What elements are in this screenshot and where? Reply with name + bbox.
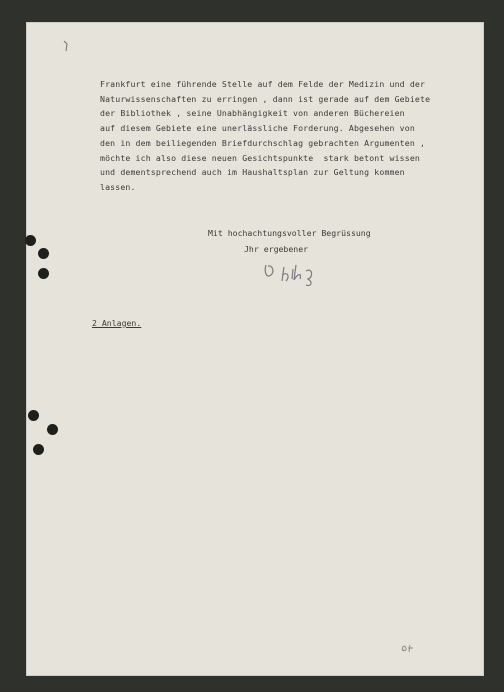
closing-greeting: Mit hochachtungsvoller Begrüssung (208, 228, 371, 238)
letter-line: Frankfurt eine führende Stelle auf dem Felde der Medizin und der (100, 79, 426, 89)
punch-hole (47, 424, 58, 435)
punch-hole (38, 268, 49, 279)
punch-hole (33, 444, 44, 455)
pencil-mark (63, 40, 69, 52)
punch-hole (38, 248, 49, 259)
enclosures-text: 2 Anlagen. (92, 318, 142, 328)
letter-line: auf diesem Gebiete eine unerlässliche Forderung. Abgesehen von (100, 123, 415, 134)
punch-hole (25, 235, 36, 246)
handwritten-signature (262, 257, 332, 287)
letter-line: den in dem beiliegenden Briefdurchschlag gebrachten Argumenten , (100, 137, 426, 148)
letter-line: Naturwissenschaften zu erringen , dann ist gerade auf dem Gebiete (100, 93, 431, 104)
punch-hole (28, 410, 39, 421)
letter-body (100, 77, 484, 195)
letter-line: möchte ich also diese neuen Gesichtspunkte stark betont wissen (100, 152, 420, 163)
closing-signoff: Jhr ergebener (244, 244, 309, 254)
pencil-page-mark (400, 642, 420, 654)
letter-line: lassen. (100, 181, 136, 192)
enclosures-note (92, 318, 141, 328)
letter-line: der Bibliothek , seine Unabhängigkeit von anderen Büchereien (100, 108, 405, 119)
letter-line: und dementsprechend auch im Haushaltsplan zur Geltung kommen (100, 167, 405, 178)
letter-closing (208, 225, 371, 257)
